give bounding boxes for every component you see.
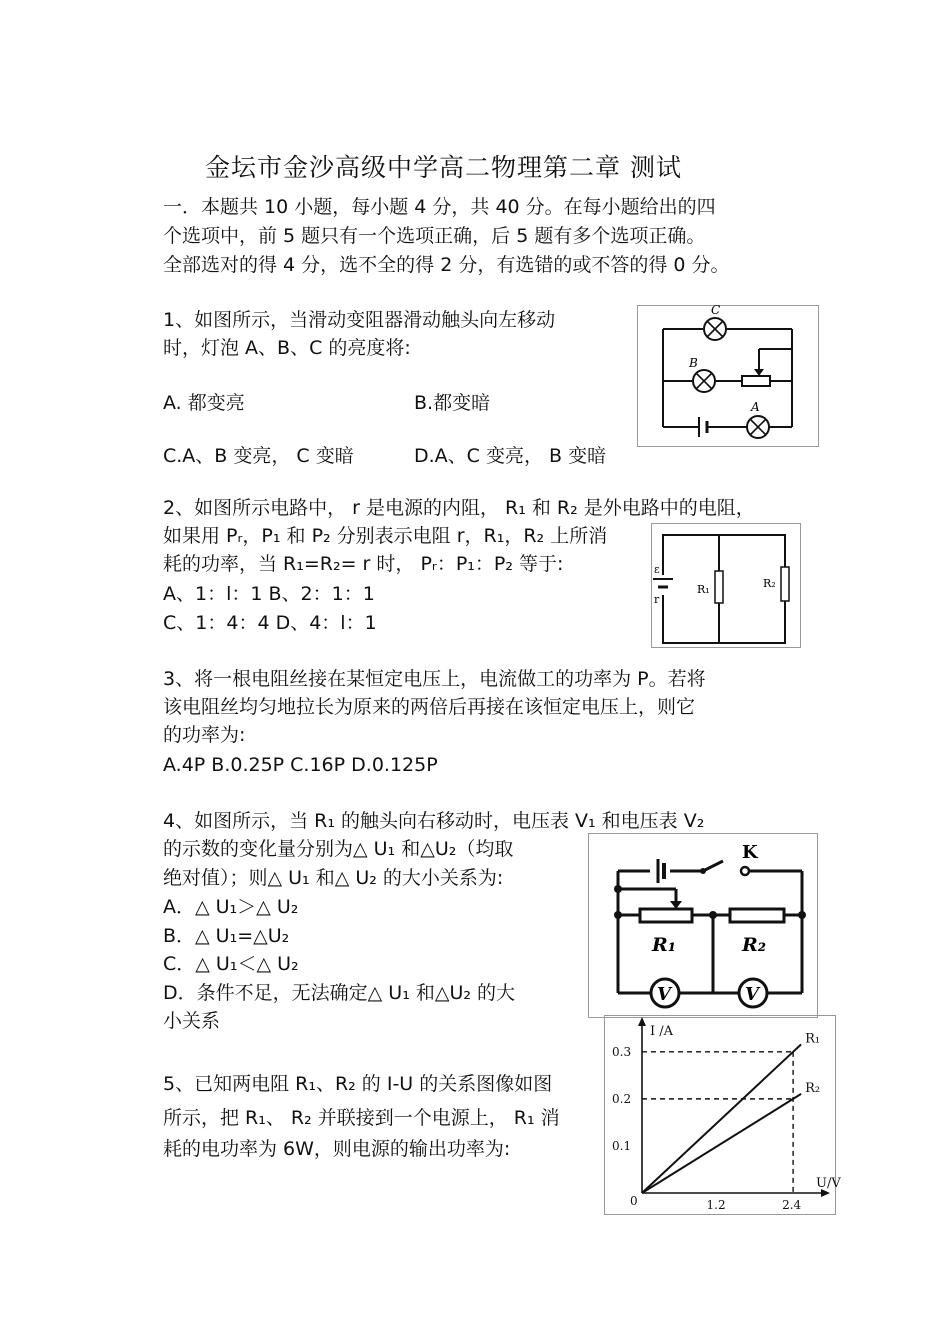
q4-voltmeter-2-label: V	[745, 984, 759, 1005]
q4-option-d-line-2: 小关系	[163, 1010, 221, 1032]
q4-label-r1: R₁	[652, 934, 677, 956]
q2-label-emf: ε	[654, 563, 660, 576]
q1-option-d: D.A、C 变亮， B 变暗	[414, 445, 607, 467]
q2-label-r: r	[654, 593, 660, 606]
q4-label-k: K	[742, 842, 758, 863]
q4-option-a: A．△ U₁＞△ U₂	[163, 896, 299, 918]
q3-options: A.4P B.0.25P C.16P D.0.125P	[163, 754, 438, 776]
q4-option-b: B．△ U₁=△U₂	[163, 925, 290, 947]
section-intro-line-2: 个选项中，前 5 题只有一个选项正确，后 5 题有多个选项正确。	[163, 225, 706, 247]
q1-option-c: C.A、B 变亮， C 变暗	[163, 445, 354, 467]
q3-stem-line-1: 3、将一根电阻丝接在某恒定电压上，电流做工的功率为 P。若将	[163, 668, 706, 690]
y-tick-label-3: 0.3	[612, 1044, 632, 1059]
series-line-ext-1	[793, 1044, 801, 1051]
q1-circuit-figure	[637, 305, 819, 447]
q2-label-r1: R₁	[697, 583, 710, 596]
origin-label: 0	[630, 1194, 638, 1208]
q1-stem-line-2: 时，灯泡 A、B、C 的亮度将:	[163, 337, 411, 359]
series-line-2	[642, 1099, 793, 1193]
q2-stem-line-2: 如果用 Pᵣ，P₁ 和 P₂ 分别表示电阻 r，R₁，R₂ 上所消	[163, 525, 608, 547]
q1-option-b: B.都变暗	[414, 392, 491, 414]
q1-stem-line-1: 1、如图所示，当滑动变阻器滑动触头向左移动	[163, 309, 556, 331]
series-line-ext-2	[793, 1094, 801, 1099]
y-axis-arrow	[638, 1017, 646, 1026]
q2-stem-line-1: 2、如图所示电路中， r 是电源的内阻， R₁ 和 R₂ 是外电路中的电阻，	[163, 497, 755, 519]
x-tick-label-2: 2.4	[782, 1198, 802, 1212]
y-axis-label: I /A	[650, 1024, 674, 1039]
q2-stem-line-3: 耗的功率，当 R₁=R₂= r 时， Pᵣ：P₁：P₂ 等于:	[163, 553, 564, 575]
q3-stem-line-2: 该电阻丝均匀地拉长为原来的两倍后再接在该恒定电压上，则它	[163, 696, 696, 718]
q2-options-cd: C、1：4：4 D、4：l：1	[163, 612, 377, 634]
q4-stem-line-1: 4、如图所示，当 R₁ 的触头向右移动时，电压表 V₁ 和电压表 V₂	[163, 810, 705, 832]
q4-voltmeter-1-label: V	[657, 984, 671, 1005]
q2-options-ab: A、1：l：1 B、2：1：1	[163, 583, 375, 605]
q3-stem-line-3: 的功率为:	[163, 724, 246, 746]
q5-stem-line-3: 耗的电功率为 6W，则电源的输出功率为:	[163, 1138, 511, 1160]
y-tick-label-2: 0.2	[612, 1091, 632, 1106]
q2-circuit-figure	[651, 523, 801, 648]
x-tick-label-1: 1.2	[706, 1198, 726, 1212]
series-line-1	[642, 1052, 793, 1193]
q1-label-a: A	[751, 400, 760, 414]
q4-stem-line-3: 绝对值）；则△ U₁ 和△ U₂ 的大小关系为:	[163, 867, 504, 889]
q4-stem-line-2: 的示数的变化量分别为△ U₁ 和△U₂（均取	[163, 838, 514, 860]
series-label-2: R₂	[805, 1080, 821, 1096]
q1-option-a: A. 都变亮	[163, 392, 245, 414]
page-title: 金坛市金沙高级中学高二物理第二章 测试	[205, 153, 682, 182]
x-axis-label: U/V	[816, 1176, 841, 1191]
q4-circuit-figure	[588, 833, 818, 1018]
q1-label-c: C	[711, 303, 721, 317]
q5-iu-chart	[604, 1015, 841, 1215]
section-intro-line-1: 一．本题共 10 小题，每小题 4 分，共 40 分。在每小题给出的四	[163, 196, 716, 218]
q4-option-d-line-1: D．条件不足，无法确定△ U₁ 和△U₂ 的大	[163, 982, 516, 1004]
q2-label-r2: R₂	[763, 577, 776, 590]
y-tick-label-1: 0.1	[612, 1138, 632, 1153]
q1-label-b: B	[689, 356, 698, 370]
section-intro-line-3: 全部选对的得 4 分，选不全的得 2 分，有选错的或不答的得 0 分。	[163, 254, 730, 276]
series-label-1: R₁	[805, 1031, 821, 1047]
q4-label-r2: R₂	[742, 934, 767, 956]
q4-option-c: C．△ U₁＜△ U₂	[163, 953, 299, 975]
q5-stem-line-1: 5、已知两电阻 R₁、R₂ 的 I-U 的关系图像如图	[163, 1073, 553, 1095]
q5-stem-line-2: 所示，把 R₁、 R₂ 并联接到一个电源上， R₁ 消	[163, 1107, 560, 1129]
